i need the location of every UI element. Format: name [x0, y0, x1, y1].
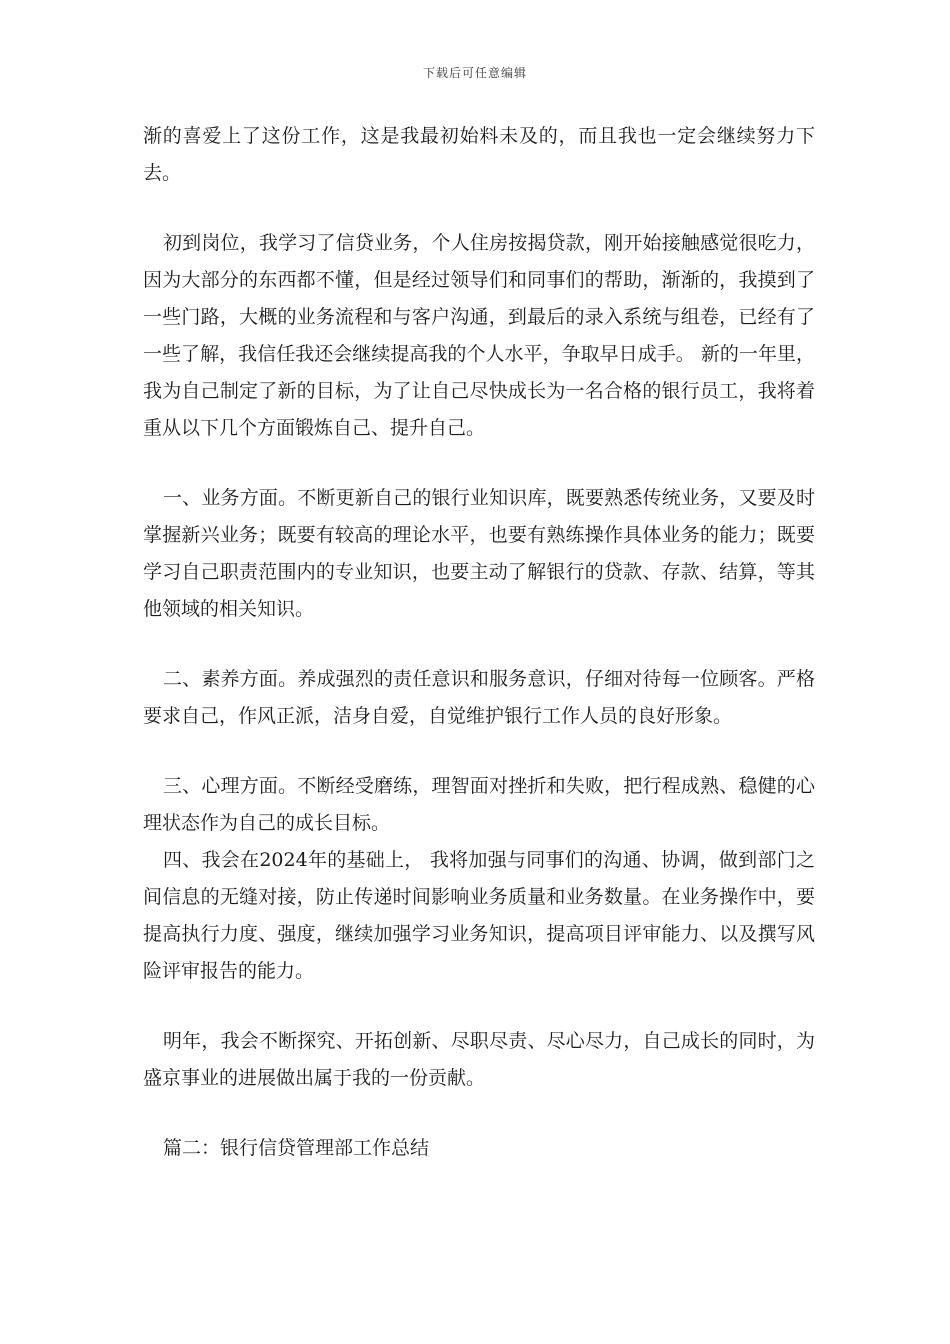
paragraph-gap: [143, 990, 815, 1023]
page-header: 下载后可任意编辑: [422, 66, 527, 80]
paragraph-psychology: 三、心理方面。不断经受磨练，理智面对挫折和失败，把行程成熟、稳健的心理状态作为自己的成长目标。: [143, 775, 815, 834]
document-body: [143, 118, 815, 1167]
paragraph-quality: 二、素养方面。养成强烈的责任意识和服务意识，仔细对待每一位顾客。严格要求自己，作风正派，洁身自爱，自觉维护银行工作人员的良好形象。: [143, 668, 815, 727]
paragraph-fourth-point: 四、我会在2024年的基础上， 我将加强与同事们的沟通、协调，做到部门之间信息的无缝对接，防止传递时间影响业务质量和业务数量。在业务操作中，要提高执行力度、强度，继续加强学习业务知识，提高项目评审能力、以及撰写风险评审报告的能力。: [143, 849, 815, 982]
paragraph-gap: [143, 628, 815, 661]
paragraph-gap: [143, 735, 815, 768]
paragraph-gap: [143, 447, 815, 480]
paragraph-gap: [143, 1097, 815, 1130]
paragraph-continuation: 渐的喜爱上了这份工作，这是我最初始料未及的，而且我也一定会继续努力下去。: [143, 125, 815, 184]
paragraph-gap: [143, 192, 815, 225]
paragraph-business: 一、业务方面。不断更新自己的银行业知识库，既要熟悉传统业务，又要及时掌握新兴业务；既要有较高的理论水平，也要有熟练操作具体业务的能力；既要学习自己职责范围内的专业知识，也要主动了解银行的贷款、存款、结算，等其他领域的相关知识。: [143, 487, 815, 620]
section-heading: 篇二：银行信贷管理部工作总结: [163, 1137, 430, 1159]
paragraph-new-position: 初到岗位，我学习了信贷业务，个人住房按揭贷款，刚开始接触感觉很吃力，因为大部分的东西都不懂，但是经过领导们和同事们的帮助，渐渐的，我摸到了一些门路，大概的业务流程和与客户沟通，到最后的录入系统与组卷，已经有了一些了解，我信任我还会继续提高我的个人水平，争取早日成手。 新的一年里，我为自己制定了新的目标，为了让自己尽快成长为一名合格的银行员工，我将着重从以下几个方面锻炼自己、提升自己。: [143, 232, 815, 439]
paragraph-next-year: 明年，我会不断探究、开拓创新、尽职尽责、尽心尽力，自己成长的同时，为盛京事业的进展做出属于我的一份贡献。: [143, 1030, 815, 1089]
